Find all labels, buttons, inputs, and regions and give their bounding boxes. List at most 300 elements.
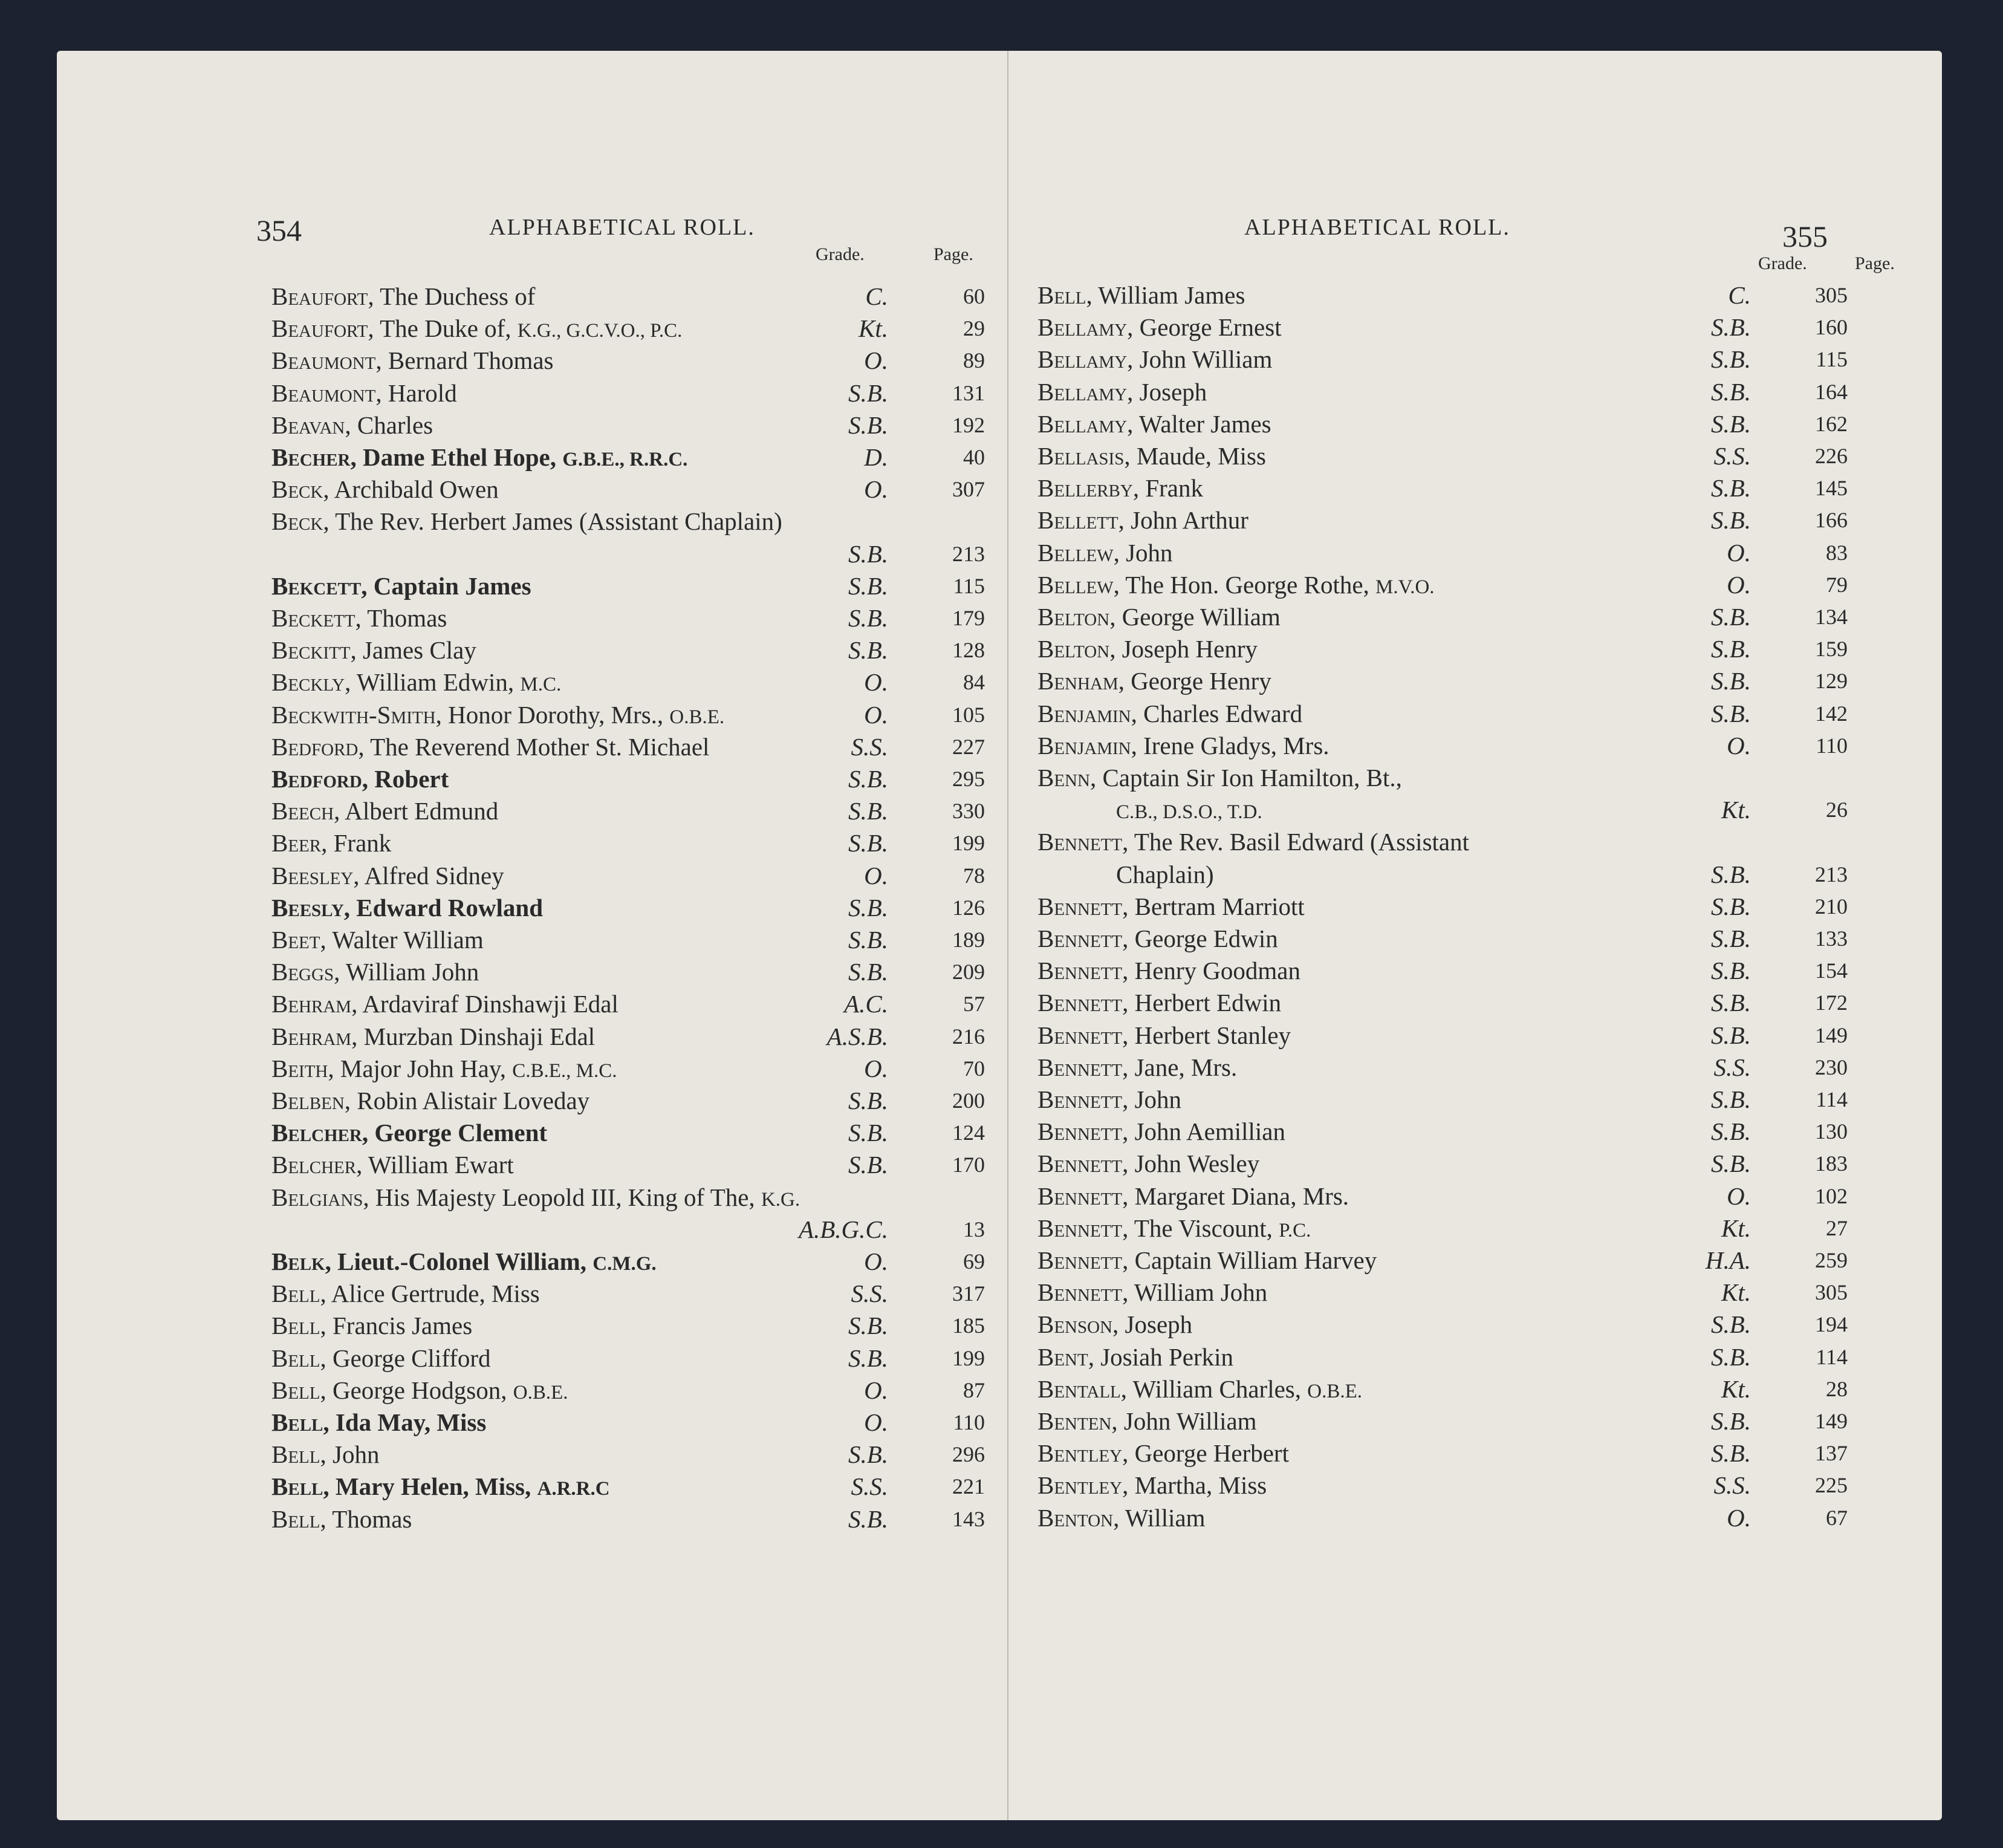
entry-given-names: , Herbert Edwin	[1122, 989, 1282, 1017]
entry-row	[271, 634, 985, 666]
entry-row	[271, 924, 985, 956]
entry-page: 131	[952, 380, 985, 405]
entry-page: 296	[952, 1442, 985, 1467]
entry-page: 225	[1815, 1473, 1848, 1498]
entry-row	[1037, 1116, 1848, 1148]
entry-page: 89	[963, 348, 985, 373]
entry-grade: Kt.	[859, 314, 888, 343]
entry-row	[271, 1214, 985, 1246]
entry-surname: Bentley	[1037, 1439, 1123, 1468]
entry-page: 29	[963, 316, 985, 341]
entry-page: 305	[1815, 1280, 1848, 1305]
entry-surname: Belk	[271, 1248, 325, 1275]
entry-name	[271, 731, 709, 766]
entry-honours: M.V.O.	[1375, 576, 1435, 598]
entry-grade: Kt.	[1721, 796, 1751, 824]
entry-row	[271, 538, 985, 570]
entry-surname: Beesley	[271, 861, 354, 890]
entry-given-names: , Lieut.-Colonel William,	[325, 1248, 593, 1275]
entry-given-names: , George Edwin	[1122, 925, 1278, 952]
entry-name	[1037, 279, 1245, 314]
entry-name	[271, 763, 449, 798]
entry-page: 40	[963, 445, 985, 469]
entry-surname: Belton	[1037, 603, 1110, 631]
entry-surname: Bellamy	[1037, 313, 1128, 342]
entry-name	[1037, 826, 1469, 861]
entry-page: 330	[952, 799, 985, 824]
entry-name	[1037, 408, 1271, 443]
entry-name	[271, 377, 457, 412]
entry-row	[271, 1407, 985, 1439]
entry-grade: O.	[864, 861, 888, 890]
entry-name	[1037, 1405, 1257, 1440]
entry-surname: Beck	[271, 475, 323, 504]
entry-page: 134	[1815, 605, 1848, 629]
entry-name	[271, 1310, 472, 1344]
entry-honours: P.C.	[1279, 1219, 1311, 1241]
entry-row	[271, 602, 985, 634]
entry-row	[1037, 762, 1848, 794]
entry-grade: S.S.	[851, 732, 888, 761]
entry-given-names: , The Duchess of	[368, 282, 536, 310]
entry-grade: S.B.	[848, 1344, 888, 1372]
entry-grade: O.	[1727, 1503, 1751, 1532]
entry-page: 317	[952, 1281, 985, 1306]
entry-page: 210	[1815, 894, 1848, 919]
entry-surname: Bennett	[1037, 892, 1123, 920]
entry-grade: O.	[864, 1248, 888, 1275]
entry-given-names: , Bertram Marriott	[1122, 892, 1305, 920]
entry-given-names: , Honor Dorothy, Mrs.,	[435, 700, 670, 729]
entry-row	[271, 345, 985, 377]
entry-page: 159	[1815, 637, 1848, 662]
entry-row	[1037, 311, 1848, 343]
entry-name	[1037, 1212, 1311, 1247]
entry-page: 209	[952, 960, 985, 984]
entry-surname: Bennett	[1037, 1182, 1123, 1210]
entry-surname: Benson	[1037, 1310, 1113, 1339]
entry-name	[271, 795, 498, 830]
entry-page: 13	[963, 1217, 985, 1241]
entry-page: 183	[1815, 1151, 1848, 1176]
entry-page: 78	[963, 863, 985, 888]
entry-row	[271, 1342, 985, 1375]
entry-row	[1037, 1341, 1848, 1373]
entry-grade: S.B.	[848, 958, 888, 986]
entry-row	[271, 795, 985, 827]
entry-given-names: , John William	[1127, 345, 1273, 374]
entry-surname: Bennett	[1037, 828, 1123, 856]
entry-row	[1037, 601, 1848, 633]
entry-page: 70	[963, 1056, 985, 1081]
grade-column-header: Grade.	[816, 244, 865, 264]
entry-grade: O.	[864, 1054, 888, 1082]
entry-row	[271, 763, 985, 795]
entry-surname: Beck	[271, 507, 323, 536]
entry-grade: S.B.	[1710, 860, 1751, 888]
entry-row	[271, 1310, 985, 1342]
entry-given-names: , Captain James	[361, 571, 531, 600]
entry-page: 128	[952, 638, 985, 663]
entry-given-names: , Josiah Perkin	[1088, 1342, 1234, 1371]
entry-surname: Behram	[271, 1022, 352, 1050]
entry-given-names: , George William	[1109, 603, 1281, 631]
entry-name	[271, 1053, 617, 1087]
entry-row	[1037, 1084, 1848, 1116]
entry-grade: A.C.	[844, 990, 888, 1018]
entry-grade: S.B.	[848, 765, 888, 793]
entry-name	[1037, 665, 1271, 700]
entry-page: 160	[1815, 315, 1848, 340]
entry-page: 137	[1815, 1441, 1848, 1466]
entry-name	[271, 1182, 800, 1216]
entry-grade: S.B.	[1710, 635, 1751, 663]
entry-given-names: , Ida May, Miss	[323, 1408, 487, 1436]
entry-surname: Beaumont	[271, 346, 376, 375]
entry-page: 28	[1826, 1376, 1848, 1401]
entry-grade: S.B.	[848, 411, 888, 439]
entry-grade: S.B.	[1710, 892, 1751, 920]
entry-grade: O.	[1727, 538, 1751, 567]
page-number: 355	[1782, 220, 1828, 253]
entry-name	[271, 473, 499, 508]
entry-page: 60	[963, 284, 985, 308]
entry-name	[271, 281, 535, 315]
entry-row	[1037, 569, 1848, 601]
entry-surname: Bentley	[1037, 1471, 1123, 1500]
entry-surname: Bennett	[1037, 1053, 1123, 1081]
entry-row	[1037, 987, 1848, 1019]
right-page	[1008, 51, 1942, 1820]
entry-surname: Bentall	[1037, 1375, 1121, 1403]
entry-given-names: , George Herbert	[1122, 1439, 1289, 1468]
entry-row	[271, 988, 985, 1020]
entry-name	[1037, 1116, 1285, 1150]
entry-surname: Bell	[271, 1440, 320, 1469]
entry-row	[1037, 1437, 1848, 1469]
entry-given-names: , Jane, Mrs.	[1122, 1053, 1238, 1081]
entry-name	[1037, 1148, 1259, 1182]
entry-name	[1037, 891, 1305, 925]
entry-given-names: , Margaret Diana, Mrs.	[1122, 1182, 1349, 1210]
entry-row	[271, 1021, 985, 1053]
entry-surname: Bell	[271, 1472, 323, 1501]
entry-row	[1037, 1020, 1848, 1052]
entry-row	[1037, 1469, 1848, 1502]
entry-surname: Bellerby	[1037, 474, 1133, 503]
entry-given-names: , Alfred Sidney	[353, 861, 504, 890]
entry-grade: S.B.	[848, 571, 888, 600]
entry-row	[1037, 1052, 1848, 1084]
entry-surname: Belgians	[271, 1183, 363, 1211]
entry-given-names: , William Edwin,	[345, 668, 521, 697]
entry-given-names: , John Arthur	[1118, 506, 1248, 535]
entry-given-names: , Herbert Stanley	[1122, 1021, 1291, 1049]
entry-given-names: Chaplain)	[1116, 860, 1214, 888]
entry-row	[271, 570, 985, 602]
entry-name	[271, 1503, 412, 1538]
entry-page: 185	[952, 1313, 985, 1338]
entry-row	[271, 892, 985, 924]
entry-row	[1037, 408, 1848, 440]
entry-page: 162	[1815, 411, 1848, 436]
entry-grade: O.	[864, 700, 888, 729]
entry-surname: Beech	[271, 797, 334, 825]
entry-surname: Bell	[271, 1505, 320, 1533]
entry-surname: Benten	[1037, 1407, 1112, 1435]
entry-surname: Bennett	[1037, 1278, 1123, 1307]
entry-given-names: , William James	[1086, 281, 1245, 309]
entry-grade: S.B.	[1710, 1021, 1751, 1049]
entry-name	[1037, 1020, 1291, 1054]
entry-given-names: , Dame Ethel Hope,	[350, 443, 563, 471]
entry-grade: Kt.	[1721, 1278, 1751, 1307]
entry-surname: Bell	[271, 1376, 320, 1404]
entry-page: 83	[1826, 540, 1848, 565]
entry-given-names: , John	[1113, 538, 1173, 567]
entry-grade: S.B.	[1710, 1085, 1751, 1113]
entry-row	[1037, 955, 1848, 987]
entry-grade: S.B.	[848, 1087, 888, 1114]
entry-grade: C.	[865, 282, 888, 310]
entry-surname: Benn	[1037, 764, 1090, 792]
entry-row	[271, 441, 985, 473]
entry-page: 179	[952, 606, 985, 630]
entry-name	[271, 699, 724, 734]
entry-row	[1037, 1180, 1848, 1212]
entry-given-names: , Frank	[321, 829, 392, 857]
entry-surname: Beckitt	[271, 636, 351, 665]
entry-surname: Bedford	[271, 732, 359, 761]
entry-page: 110	[1816, 733, 1848, 758]
entry-given-names: , George Hodgson,	[320, 1376, 513, 1404]
entry-page: 194	[1815, 1312, 1848, 1337]
entry-surname: Belton	[1037, 635, 1110, 663]
entry-given-names: , George Ernest	[1127, 313, 1282, 342]
entry-name	[271, 1085, 589, 1119]
entry-page: 189	[952, 928, 985, 952]
entry-grade: S.B.	[1710, 1342, 1751, 1371]
entry-name	[1037, 730, 1329, 764]
entry-given-names: , Edward Rowland	[343, 893, 544, 922]
entry-name	[1037, 1084, 1181, 1118]
entry-page: 26	[1826, 798, 1848, 822]
entry-given-names: , Walter William	[320, 926, 484, 954]
entry-surname: Belcher	[271, 1151, 357, 1179]
entry-grade: S.S.	[1713, 1053, 1751, 1081]
entry-row	[1037, 1502, 1848, 1534]
entry-given-names: , Harold	[375, 379, 457, 407]
entry-page: 79	[1826, 572, 1848, 597]
entry-grade: O.	[1727, 570, 1751, 599]
entry-honours: C.B.E., M.C.	[512, 1059, 617, 1082]
entry-given-names: , Bernard Thomas	[375, 346, 554, 375]
entry-page: 114	[1816, 1087, 1848, 1111]
entry-given-names: , Irene Gladys, Mrs.	[1131, 731, 1329, 760]
entry-given-names: , William John	[1122, 1278, 1268, 1307]
entry-row	[271, 827, 985, 859]
entry-row	[1037, 472, 1848, 504]
running-head: ALPHABETICAL ROLL.	[489, 215, 755, 240]
entry-surname: Bennett	[1037, 925, 1123, 952]
entry-surname: Beer	[271, 829, 322, 857]
entry-row	[1037, 279, 1848, 311]
page-number: 354	[256, 213, 302, 247]
entry-grade: S.B.	[1710, 603, 1751, 631]
entry-row	[1037, 1277, 1848, 1309]
entry-name	[271, 1149, 514, 1183]
entry-honours: O.B.E.	[513, 1381, 568, 1404]
entry-given-names: , The Duke of,	[368, 314, 518, 343]
entry-name	[1037, 1309, 1192, 1343]
entry-given-names: , Archibald Owen	[323, 475, 499, 504]
entry-given-names: , Charles	[345, 411, 433, 439]
entry-page: 154	[1815, 958, 1848, 983]
entry-row	[271, 1149, 985, 1181]
entry-row	[1037, 794, 1848, 826]
entry-name	[1037, 1469, 1267, 1504]
entry-name	[271, 827, 391, 862]
entry-surname: Behram	[271, 990, 352, 1018]
entry-surname: Bell	[1037, 281, 1086, 309]
entry-surname: Bennett	[1037, 957, 1123, 985]
entry-name	[271, 988, 618, 1023]
entry-surname: Benton	[1037, 1503, 1114, 1532]
entry-surname: Bennett	[1037, 1021, 1123, 1049]
entry-name	[1037, 376, 1207, 411]
entry-surname: Bedford	[271, 765, 362, 793]
entry-page: 166	[1815, 508, 1848, 533]
left-page	[57, 51, 1007, 1820]
entry-page: 143	[952, 1506, 985, 1531]
entry-name	[1037, 1052, 1237, 1086]
entry-name	[1116, 859, 1214, 893]
entry-surname: Beavan	[271, 411, 345, 439]
entry-surname: Bellamy	[1037, 377, 1128, 406]
entry-name	[1037, 569, 1435, 604]
entry-row	[271, 473, 985, 506]
entry-surname: Bennett	[1037, 1085, 1123, 1113]
entry-honours: C.B., D.S.O., T.D.	[1116, 801, 1262, 824]
entry-grade: S.B.	[848, 1119, 888, 1147]
entry-page: 110	[953, 1410, 985, 1434]
entry-grade: Kt.	[1721, 1214, 1751, 1242]
entry-row	[1037, 343, 1848, 376]
entry-page: 295	[952, 767, 985, 791]
entry-page: 115	[1816, 347, 1848, 372]
entry-grade: S.B.	[1710, 1150, 1751, 1178]
entry-page: 142	[1815, 701, 1848, 726]
entry-honours: A.R.R.C	[537, 1478, 610, 1500]
entry-row	[1037, 504, 1848, 536]
entry-name	[271, 506, 782, 540]
entry-row	[271, 1053, 985, 1085]
entry-row	[1037, 1244, 1848, 1277]
entry-page: 115	[953, 573, 985, 598]
entry-page: 259	[1815, 1248, 1848, 1272]
entry-name	[1037, 1180, 1349, 1215]
entry-name	[1037, 633, 1258, 668]
entry-grade: S.B.	[1710, 699, 1751, 727]
entry-given-names: , Francis James	[320, 1312, 473, 1340]
entry-surname: Bellett	[1037, 506, 1118, 535]
entry-page: 133	[1815, 926, 1848, 951]
entry-row	[271, 1182, 985, 1214]
entry-grade: S.B.	[848, 926, 888, 954]
entry-grade: S.B.	[848, 636, 888, 665]
entry-page: 213	[1815, 862, 1848, 887]
entry-name	[271, 1246, 657, 1280]
entry-name	[1037, 1437, 1289, 1472]
entry-given-names: , Ardaviraf Dinshawji Edal	[351, 990, 618, 1018]
entry-given-names: , John Wesley	[1122, 1150, 1260, 1178]
entry-name	[271, 924, 484, 958]
entry-page: 164	[1815, 379, 1848, 404]
entry-honours: O.B.E.	[1307, 1380, 1362, 1402]
entry-given-names: , Charles Edward	[1131, 699, 1303, 727]
running-head: ALPHABETICAL ROLL.	[1244, 215, 1510, 240]
entry-grade: S.B.	[848, 1151, 888, 1179]
entry-given-names: , Robin Alistair Loveday	[344, 1087, 590, 1114]
entry-honours: K.G.	[761, 1188, 800, 1211]
entry-given-names: , The Hon. George Rothe,	[1113, 570, 1376, 599]
entry-surname: Beggs	[271, 958, 334, 986]
entry-surname: Beaufort	[271, 314, 368, 343]
entry-row	[1037, 665, 1848, 697]
entry-surname: Bent	[1037, 1342, 1088, 1371]
entry-row	[1037, 1405, 1848, 1437]
entry-row	[1037, 923, 1848, 955]
entry-page: 84	[963, 670, 985, 695]
entry-grade: H.A.	[1705, 1246, 1751, 1274]
entry-given-names: , Joseph	[1127, 377, 1207, 406]
entry-grade: A.B.G.C.	[798, 1215, 888, 1243]
entry-row	[271, 1085, 985, 1117]
entry-row	[271, 1117, 985, 1149]
entry-row	[271, 313, 985, 345]
entry-honours: C.M.G.	[592, 1253, 657, 1275]
entry-name	[271, 1407, 486, 1441]
entry-surname: Belcher	[271, 1119, 362, 1147]
entry-grade: S.B.	[1710, 409, 1751, 438]
entry-surname: Beckwith-Smith	[271, 700, 436, 729]
entry-grade: S.B.	[848, 539, 888, 568]
entry-name	[1037, 343, 1272, 378]
entry-row	[1037, 730, 1848, 762]
entry-given-names: , William John	[334, 958, 479, 986]
entry-given-names: , Maude, Miss	[1124, 442, 1266, 470]
entry-surname: Bennett	[1037, 989, 1123, 1017]
entry-grade: S.B.	[848, 1505, 888, 1533]
entry-name	[271, 313, 682, 347]
entry-given-names: , Joseph	[1112, 1310, 1193, 1339]
entry-name	[271, 1375, 568, 1409]
entry-given-names: , Henry Goodman	[1122, 957, 1301, 985]
entry-grade: S.B.	[1710, 1407, 1751, 1435]
entry-row	[271, 666, 985, 698]
entry-grade: O.	[864, 475, 888, 504]
entry-name	[271, 345, 554, 379]
entry-grade: D.	[864, 443, 888, 471]
entry-surname: Benham	[1037, 667, 1118, 695]
entry-row	[1037, 376, 1848, 408]
entry-grade: S.B.	[1710, 1439, 1751, 1468]
entry-page: 129	[1815, 669, 1848, 694]
entry-name	[271, 1278, 540, 1312]
entry-grade: S.B.	[848, 379, 888, 407]
entry-name	[1037, 987, 1281, 1021]
entry-page: 124	[952, 1121, 985, 1145]
